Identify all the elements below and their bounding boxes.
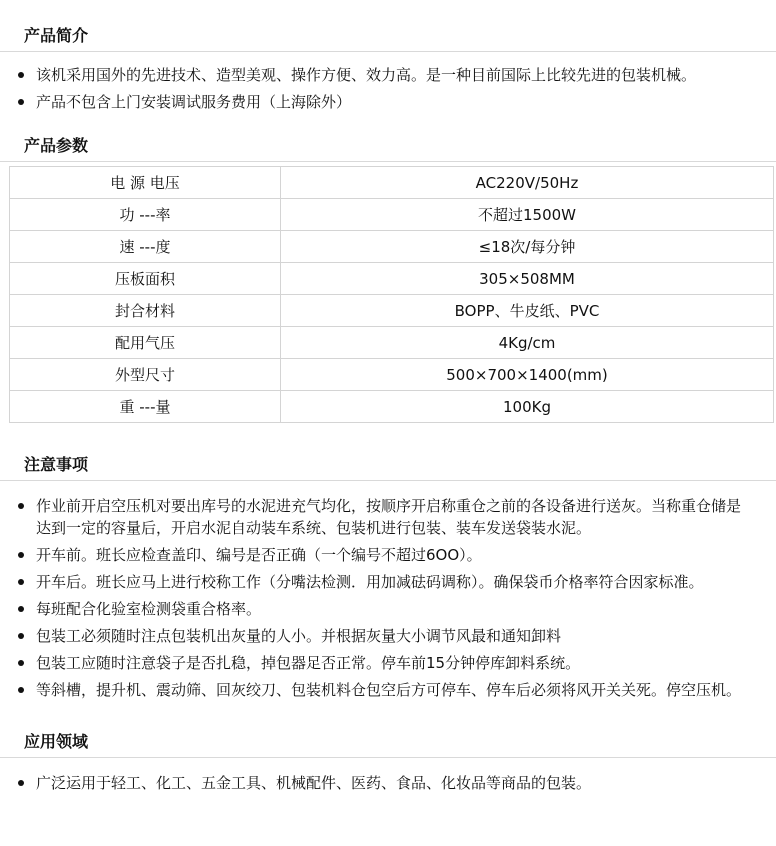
list-item: 广泛运用于轻工、化工、五金工具、机械配件、医药、食品、化妆品等商品的包装。	[16, 772, 754, 794]
notes-section	[0, 423, 776, 701]
table-row	[10, 295, 774, 327]
param-value: 4Kg/cm	[281, 327, 774, 359]
list-item: 每班配合化验室检测袋重合格率。	[16, 598, 754, 620]
list-item: 包装工必须随时注点包装机出灰量的人小。并根据灰量大小调节风最和通知卸料	[16, 625, 754, 647]
section-title-intro: 产品简介	[0, 20, 776, 52]
param-label: 功 ---率	[10, 199, 281, 231]
list-item: 包装工应随时注意袋子是否扎稳，掉包器足否正常。停车前15分钟停库卸料系统。	[16, 652, 754, 674]
param-label: 压板面积	[10, 263, 281, 295]
param-value: 100Kg	[281, 391, 774, 423]
list-item: 开车前。班长应检查盖印、编号是否正确（一个编号不超过6OO）。	[16, 544, 754, 566]
list-item: 等斜槽，提升机、震动筛、回灰绞刀、包装机料仓包空后方可停车、停车后必须将风开关关死。停空压机。	[16, 679, 754, 701]
section-title-notes: 注意事项	[0, 449, 776, 481]
param-label: 重 ---量	[10, 391, 281, 423]
param-label: 电 源 电压	[10, 167, 281, 199]
table-row	[10, 327, 774, 359]
list-item: 产品不包含上门安装调试服务费用（上海除外）	[16, 91, 754, 113]
list-item: 开车后。班长应马上进行校称工作（分嘴法检测．用加减砝码调称）。确保袋币介格率符合因家标准。	[16, 571, 754, 593]
table-row	[10, 231, 774, 263]
param-value: AC220V/50Hz	[281, 167, 774, 199]
notes-list	[0, 495, 776, 701]
param-value: 305×508MM	[281, 263, 774, 295]
table-row	[10, 391, 774, 423]
param-label: 速 ---度	[10, 231, 281, 263]
applications-list	[0, 772, 776, 794]
intro-list	[0, 64, 776, 113]
param-label: 配用气压	[10, 327, 281, 359]
param-value: ≤18次/每分钟	[281, 231, 774, 263]
param-value: 不超过1500W	[281, 199, 774, 231]
table-row	[10, 167, 774, 199]
list-item: 作业前开启空压机对要出库号的水泥进充气均化，按顺序开启称重仓之前的各设备进行送灰。当称重仓储是达到一定的容量后，开启水泥自动装车系统、包装机进行包装、装车发送袋装水泥。	[16, 495, 754, 539]
param-label: 封合材料	[10, 295, 281, 327]
product-params-section	[0, 118, 776, 423]
section-title-applications: 应用领域	[0, 726, 776, 758]
product-intro-section	[0, 0, 776, 113]
param-label: 外型尺寸	[10, 359, 281, 391]
list-item: 该机采用国外的先进技术、造型美观、操作方便、效力高。是一种目前国际上比较先进的包装机械。	[16, 64, 754, 86]
table-row	[10, 359, 774, 391]
param-value: 500×700×1400(mm)	[281, 359, 774, 391]
section-title-params: 产品参数	[0, 130, 776, 162]
params-table	[9, 166, 774, 423]
param-value: BOPP、牛皮纸、PVC	[281, 295, 774, 327]
table-row	[10, 199, 774, 231]
table-row	[10, 263, 774, 295]
applications-section	[0, 706, 776, 794]
